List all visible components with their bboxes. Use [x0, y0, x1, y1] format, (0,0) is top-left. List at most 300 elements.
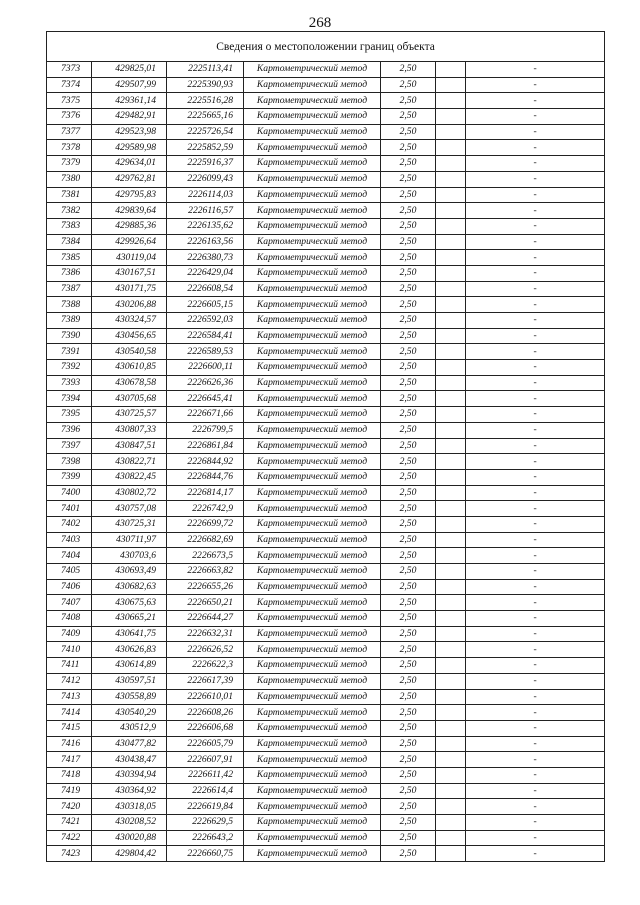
y-coordinate-cell: 2226116,57 [167, 203, 244, 219]
table-row [47, 265, 605, 281]
empty-cell [436, 77, 466, 93]
description-cell: - [466, 328, 605, 344]
point-number-cell: 7383 [47, 218, 92, 234]
description-cell: - [466, 516, 605, 532]
accuracy-cell: 2,50 [381, 344, 436, 360]
accuracy-cell: 2,50 [381, 438, 436, 454]
accuracy-cell: 2,50 [381, 297, 436, 313]
point-number-cell: 7384 [47, 234, 92, 250]
empty-cell [436, 438, 466, 454]
y-coordinate-cell: 2226844,76 [167, 469, 244, 485]
empty-cell [436, 328, 466, 344]
y-coordinate-cell: 2226844,92 [167, 454, 244, 470]
table-title-row [47, 32, 605, 62]
y-coordinate-cell: 2226610,01 [167, 689, 244, 705]
y-coordinate-cell: 2226592,03 [167, 313, 244, 329]
y-coordinate-cell: 2225916,37 [167, 156, 244, 172]
accuracy-cell: 2,50 [381, 595, 436, 611]
y-coordinate-cell: 2226799,5 [167, 422, 244, 438]
x-coordinate-cell: 430208,52 [92, 815, 167, 831]
accuracy-cell: 2,50 [381, 564, 436, 580]
description-cell: - [466, 642, 605, 658]
description-cell: - [466, 344, 605, 360]
description-cell: - [466, 626, 605, 642]
method-cell: Картометрический метод [244, 454, 381, 470]
point-number-cell: 7397 [47, 438, 92, 454]
description-cell: - [466, 595, 605, 611]
y-coordinate-cell: 2226589,53 [167, 344, 244, 360]
y-coordinate-cell: 2226655,26 [167, 579, 244, 595]
method-cell: Картометрический метод [244, 218, 381, 234]
y-coordinate-cell: 2226114,03 [167, 187, 244, 203]
empty-cell [436, 344, 466, 360]
accuracy-cell: 2,50 [381, 328, 436, 344]
table-row [47, 611, 605, 627]
accuracy-cell: 2,50 [381, 360, 436, 376]
table-row [47, 375, 605, 391]
empty-cell [436, 360, 466, 376]
method-cell: Картометрический метод [244, 689, 381, 705]
description-cell: - [466, 203, 605, 219]
method-cell: Картометрический метод [244, 611, 381, 627]
x-coordinate-cell: 429926,64 [92, 234, 167, 250]
table-row [47, 454, 605, 470]
x-coordinate-cell: 430438,47 [92, 752, 167, 768]
point-number-cell: 7406 [47, 579, 92, 595]
method-cell: Картометрический метод [244, 830, 381, 846]
point-number-cell: 7392 [47, 360, 92, 376]
description-cell: - [466, 830, 605, 846]
x-coordinate-cell: 429795,83 [92, 187, 167, 203]
y-coordinate-cell: 2226660,75 [167, 846, 244, 862]
description-cell: - [466, 736, 605, 752]
point-number-cell: 7376 [47, 109, 92, 125]
point-number-cell: 7415 [47, 720, 92, 736]
description-cell: - [466, 454, 605, 470]
description-cell: - [466, 673, 605, 689]
x-coordinate-cell: 430675,63 [92, 595, 167, 611]
y-coordinate-cell: 2226644,27 [167, 611, 244, 627]
y-coordinate-cell: 2226608,54 [167, 281, 244, 297]
table-row [47, 705, 605, 721]
empty-cell [436, 783, 466, 799]
y-coordinate-cell: 2226629,5 [167, 815, 244, 831]
method-cell: Картометрический метод [244, 77, 381, 93]
method-cell: Картометрический метод [244, 532, 381, 548]
y-coordinate-cell: 2226645,41 [167, 391, 244, 407]
empty-cell [436, 156, 466, 172]
point-number-cell: 7419 [47, 783, 92, 799]
x-coordinate-cell: 429804,42 [92, 846, 167, 862]
empty-cell [436, 297, 466, 313]
description-cell: - [466, 93, 605, 109]
empty-cell [436, 846, 466, 862]
x-coordinate-cell: 430847,51 [92, 438, 167, 454]
description-cell: - [466, 109, 605, 125]
point-number-cell: 7411 [47, 658, 92, 674]
method-cell: Картометрический метод [244, 203, 381, 219]
empty-cell [436, 658, 466, 674]
y-coordinate-cell: 2226632,31 [167, 626, 244, 642]
accuracy-cell: 2,50 [381, 532, 436, 548]
empty-cell [436, 689, 466, 705]
empty-cell [436, 516, 466, 532]
description-cell: - [466, 218, 605, 234]
empty-cell [436, 124, 466, 140]
method-cell: Картометрический метод [244, 626, 381, 642]
empty-cell [436, 140, 466, 156]
point-number-cell: 7388 [47, 297, 92, 313]
y-coordinate-cell: 2226626,52 [167, 642, 244, 658]
point-number-cell: 7410 [47, 642, 92, 658]
empty-cell [436, 673, 466, 689]
accuracy-cell: 2,50 [381, 422, 436, 438]
empty-cell [436, 454, 466, 470]
method-cell: Картометрический метод [244, 564, 381, 580]
description-cell: - [466, 375, 605, 391]
empty-cell [436, 93, 466, 109]
method-cell: Картометрический метод [244, 516, 381, 532]
point-number-cell: 7382 [47, 203, 92, 219]
y-coordinate-cell: 2226626,36 [167, 375, 244, 391]
point-number-cell: 7377 [47, 124, 92, 140]
y-coordinate-cell: 2225390,93 [167, 77, 244, 93]
table-row [47, 360, 605, 376]
empty-cell [436, 250, 466, 266]
point-number-cell: 7391 [47, 344, 92, 360]
x-coordinate-cell: 430678,58 [92, 375, 167, 391]
point-number-cell: 7408 [47, 611, 92, 627]
x-coordinate-cell: 430822,45 [92, 469, 167, 485]
y-coordinate-cell: 2226429,04 [167, 265, 244, 281]
description-cell: - [466, 705, 605, 721]
description-cell: - [466, 689, 605, 705]
method-cell: Картометрический метод [244, 360, 381, 376]
method-cell: Картометрический метод [244, 846, 381, 862]
method-cell: Картометрический метод [244, 62, 381, 78]
method-cell: Картометрический метод [244, 250, 381, 266]
accuracy-cell: 2,50 [381, 783, 436, 799]
table-row [47, 140, 605, 156]
x-coordinate-cell: 430641,75 [92, 626, 167, 642]
description-cell: - [466, 611, 605, 627]
accuracy-cell: 2,50 [381, 673, 436, 689]
point-number-cell: 7420 [47, 799, 92, 815]
table-row [47, 830, 605, 846]
empty-cell [436, 579, 466, 595]
accuracy-cell: 2,50 [381, 752, 436, 768]
x-coordinate-cell: 430364,92 [92, 783, 167, 799]
point-number-cell: 7407 [47, 595, 92, 611]
y-coordinate-cell: 2226099,43 [167, 171, 244, 187]
x-coordinate-cell: 430610,85 [92, 360, 167, 376]
x-coordinate-cell: 430614,89 [92, 658, 167, 674]
y-coordinate-cell: 2226617,39 [167, 673, 244, 689]
accuracy-cell: 2,50 [381, 124, 436, 140]
x-coordinate-cell: 430558,89 [92, 689, 167, 705]
accuracy-cell: 2,50 [381, 171, 436, 187]
accuracy-cell: 2,50 [381, 799, 436, 815]
empty-cell [436, 611, 466, 627]
empty-cell [436, 532, 466, 548]
method-cell: Картометрический метод [244, 297, 381, 313]
point-number-cell: 7401 [47, 501, 92, 517]
accuracy-cell: 2,50 [381, 187, 436, 203]
method-cell: Картометрический метод [244, 579, 381, 595]
table-row [47, 109, 605, 125]
y-coordinate-cell: 2226607,91 [167, 752, 244, 768]
accuracy-cell: 2,50 [381, 815, 436, 831]
boundary-table [46, 31, 605, 862]
accuracy-cell: 2,50 [381, 485, 436, 501]
empty-cell [436, 705, 466, 721]
point-number-cell: 7409 [47, 626, 92, 642]
description-cell: - [466, 265, 605, 281]
point-number-cell: 7398 [47, 454, 92, 470]
x-coordinate-cell: 430167,51 [92, 265, 167, 281]
x-coordinate-cell: 429482,91 [92, 109, 167, 125]
description-cell: - [466, 815, 605, 831]
point-number-cell: 7378 [47, 140, 92, 156]
table-row [47, 689, 605, 705]
x-coordinate-cell: 430725,57 [92, 407, 167, 423]
y-coordinate-cell: 2226163,56 [167, 234, 244, 250]
description-cell: - [466, 171, 605, 187]
empty-cell [436, 265, 466, 281]
x-coordinate-cell: 430318,05 [92, 799, 167, 815]
method-cell: Картометрический метод [244, 93, 381, 109]
table-row [47, 846, 605, 862]
empty-cell [436, 564, 466, 580]
table-row [47, 767, 605, 783]
point-number-cell: 7399 [47, 469, 92, 485]
point-number-cell: 7389 [47, 313, 92, 329]
point-number-cell: 7417 [47, 752, 92, 768]
description-cell: - [466, 187, 605, 203]
point-number-cell: 7380 [47, 171, 92, 187]
y-coordinate-cell: 2226600,11 [167, 360, 244, 376]
y-coordinate-cell: 2226605,79 [167, 736, 244, 752]
accuracy-cell: 2,50 [381, 109, 436, 125]
y-coordinate-cell: 2226861,84 [167, 438, 244, 454]
x-coordinate-cell: 430324,57 [92, 313, 167, 329]
description-cell: - [466, 250, 605, 266]
description-cell: - [466, 846, 605, 862]
description-cell: - [466, 485, 605, 501]
description-cell: - [466, 62, 605, 78]
method-cell: Картометрический метод [244, 187, 381, 203]
accuracy-cell: 2,50 [381, 140, 436, 156]
y-coordinate-cell: 2225516,28 [167, 93, 244, 109]
x-coordinate-cell: 430802,72 [92, 485, 167, 501]
table-row [47, 328, 605, 344]
point-number-cell: 7381 [47, 187, 92, 203]
description-cell: - [466, 548, 605, 564]
method-cell: Картометрический метод [244, 673, 381, 689]
accuracy-cell: 2,50 [381, 626, 436, 642]
method-cell: Картометрический метод [244, 313, 381, 329]
point-number-cell: 7374 [47, 77, 92, 93]
table-row [47, 626, 605, 642]
point-number-cell: 7400 [47, 485, 92, 501]
accuracy-cell: 2,50 [381, 454, 436, 470]
method-cell: Картометрический метод [244, 109, 381, 125]
empty-cell [436, 736, 466, 752]
point-number-cell: 7405 [47, 564, 92, 580]
point-number-cell: 7375 [47, 93, 92, 109]
empty-cell [436, 234, 466, 250]
empty-cell [436, 281, 466, 297]
x-coordinate-cell: 429762,81 [92, 171, 167, 187]
description-cell: - [466, 501, 605, 517]
empty-cell [436, 830, 466, 846]
accuracy-cell: 2,50 [381, 658, 436, 674]
table-row [47, 218, 605, 234]
table-row [47, 752, 605, 768]
empty-cell [436, 62, 466, 78]
empty-cell [436, 375, 466, 391]
table-row [47, 579, 605, 595]
method-cell: Картометрический метод [244, 815, 381, 831]
point-number-cell: 7403 [47, 532, 92, 548]
point-number-cell: 7373 [47, 62, 92, 78]
x-coordinate-cell: 430456,65 [92, 328, 167, 344]
method-cell: Картометрический метод [244, 658, 381, 674]
empty-cell [436, 313, 466, 329]
point-number-cell: 7379 [47, 156, 92, 172]
description-cell: - [466, 140, 605, 156]
description-cell: - [466, 579, 605, 595]
table-row [47, 124, 605, 140]
x-coordinate-cell: 430822,71 [92, 454, 167, 470]
table-row [47, 720, 605, 736]
y-coordinate-cell: 2226622,3 [167, 658, 244, 674]
y-coordinate-cell: 2226742,9 [167, 501, 244, 517]
empty-cell [436, 109, 466, 125]
method-cell: Картометрический метод [244, 375, 381, 391]
description-cell: - [466, 720, 605, 736]
description-cell: - [466, 297, 605, 313]
point-number-cell: 7393 [47, 375, 92, 391]
accuracy-cell: 2,50 [381, 218, 436, 234]
table-row [47, 297, 605, 313]
page-number: 268 [308, 15, 332, 31]
x-coordinate-cell: 430020,88 [92, 830, 167, 846]
method-cell: Картометрический метод [244, 391, 381, 407]
method-cell: Картометрический метод [244, 171, 381, 187]
empty-cell [436, 391, 466, 407]
accuracy-cell: 2,50 [381, 250, 436, 266]
accuracy-cell: 2,50 [381, 689, 436, 705]
y-coordinate-cell: 2226699,72 [167, 516, 244, 532]
x-coordinate-cell: 430705,68 [92, 391, 167, 407]
empty-cell [436, 799, 466, 815]
accuracy-cell: 2,50 [381, 234, 436, 250]
accuracy-cell: 2,50 [381, 265, 436, 281]
empty-cell [436, 595, 466, 611]
method-cell: Картометрический метод [244, 595, 381, 611]
x-coordinate-cell: 429839,64 [92, 203, 167, 219]
accuracy-cell: 2,50 [381, 407, 436, 423]
y-coordinate-cell: 2225665,16 [167, 109, 244, 125]
accuracy-cell: 2,50 [381, 611, 436, 627]
x-coordinate-cell: 430665,21 [92, 611, 167, 627]
table-row [47, 485, 605, 501]
table-row [47, 281, 605, 297]
x-coordinate-cell: 429634,01 [92, 156, 167, 172]
x-coordinate-cell: 429523,98 [92, 124, 167, 140]
table-row [47, 799, 605, 815]
table-row [47, 516, 605, 532]
y-coordinate-cell: 2226673,5 [167, 548, 244, 564]
accuracy-cell: 2,50 [381, 705, 436, 721]
description-cell: - [466, 564, 605, 580]
accuracy-cell: 2,50 [381, 203, 436, 219]
method-cell: Картометрический метод [244, 501, 381, 517]
table-row [47, 815, 605, 831]
description-cell: - [466, 438, 605, 454]
description-cell: - [466, 658, 605, 674]
empty-cell [436, 203, 466, 219]
description-cell: - [466, 360, 605, 376]
method-cell: Картометрический метод [244, 485, 381, 501]
method-cell: Картометрический метод [244, 642, 381, 658]
x-coordinate-cell: 429885,36 [92, 218, 167, 234]
y-coordinate-cell: 2226606,68 [167, 720, 244, 736]
description-cell: - [466, 77, 605, 93]
method-cell: Картометрический метод [244, 548, 381, 564]
x-coordinate-cell: 430682,63 [92, 579, 167, 595]
y-coordinate-cell: 2226380,73 [167, 250, 244, 266]
method-cell: Картометрический метод [244, 469, 381, 485]
empty-cell [436, 767, 466, 783]
method-cell: Картометрический метод [244, 407, 381, 423]
empty-cell [436, 720, 466, 736]
table-row [47, 203, 605, 219]
empty-cell [436, 548, 466, 564]
method-cell: Картометрический метод [244, 328, 381, 344]
point-number-cell: 7390 [47, 328, 92, 344]
y-coordinate-cell: 2226650,21 [167, 595, 244, 611]
table-row [47, 171, 605, 187]
accuracy-cell: 2,50 [381, 579, 436, 595]
description-cell: - [466, 422, 605, 438]
accuracy-cell: 2,50 [381, 469, 436, 485]
accuracy-cell: 2,50 [381, 313, 436, 329]
table-row [47, 532, 605, 548]
y-coordinate-cell: 2225113,41 [167, 62, 244, 78]
method-cell: Картометрический метод [244, 438, 381, 454]
accuracy-cell: 2,50 [381, 77, 436, 93]
table-row [47, 501, 605, 517]
accuracy-cell: 2,50 [381, 830, 436, 846]
table-row [47, 313, 605, 329]
y-coordinate-cell: 2226663,82 [167, 564, 244, 580]
method-cell: Картометрический метод [244, 281, 381, 297]
y-coordinate-cell: 2225852,59 [167, 140, 244, 156]
method-cell: Картометрический метод [244, 720, 381, 736]
accuracy-cell: 2,50 [381, 281, 436, 297]
point-number-cell: 7396 [47, 422, 92, 438]
point-number-cell: 7416 [47, 736, 92, 752]
table-row [47, 391, 605, 407]
empty-cell [436, 642, 466, 658]
table-row [47, 642, 605, 658]
y-coordinate-cell: 2226682,69 [167, 532, 244, 548]
x-coordinate-cell: 430512,9 [92, 720, 167, 736]
table-row [47, 548, 605, 564]
accuracy-cell: 2,50 [381, 736, 436, 752]
